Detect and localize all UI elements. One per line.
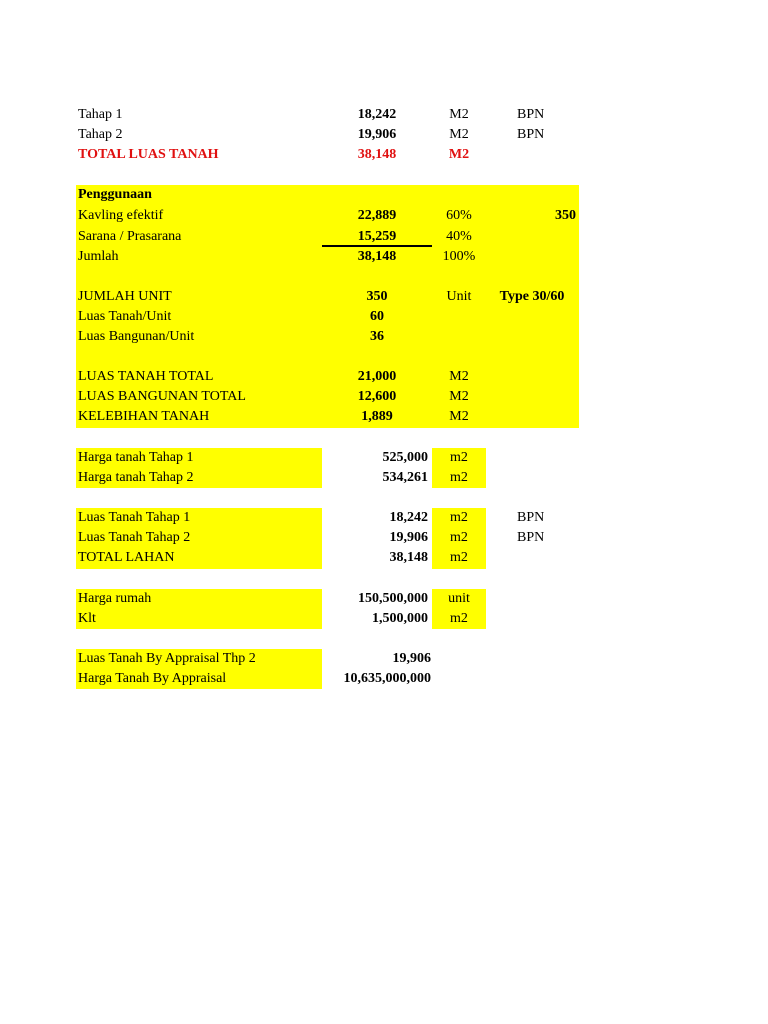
totals-row-kelebihan xyxy=(0,407,768,427)
row-unit: M2 xyxy=(449,369,469,384)
top-row-total-luas-tanah xyxy=(0,145,768,165)
row-label: Sarana / Prasarana xyxy=(78,229,182,244)
row-label: Klt xyxy=(78,611,96,626)
row-unit: m2 xyxy=(450,470,468,485)
row-value: 38,148 xyxy=(389,550,428,565)
row-value: 1,889 xyxy=(361,409,393,424)
row-unit: 100% xyxy=(442,249,476,264)
penggunaan-row-jumlah xyxy=(0,247,768,267)
row-value: 19,906 xyxy=(392,651,431,666)
row-label: Tahap 1 xyxy=(78,107,123,122)
penggunaan-heading-row xyxy=(0,185,768,205)
luas-tahap-row-total xyxy=(0,548,768,568)
penggunaan-row-kavling xyxy=(0,206,768,226)
row-unit: m2 xyxy=(450,611,468,626)
unit-row-luas-bangunan-unit xyxy=(0,327,768,347)
row-label: Kavling efektif xyxy=(78,208,164,223)
row-unit: M2 xyxy=(449,107,469,122)
row-value: 38,148 xyxy=(357,147,397,162)
penggunaan-heading: Penggunaan xyxy=(78,187,152,202)
row-unit: m2 xyxy=(450,550,468,565)
row-label: Luas Tanah By Appraisal Thp 2 xyxy=(78,651,256,666)
row-label: Harga tanah Tahap 1 xyxy=(78,450,194,465)
row-unit: M2 xyxy=(448,147,470,162)
row-label: LUAS TANAH TOTAL xyxy=(78,369,214,384)
harga-tanah-row-1 xyxy=(0,448,768,468)
row-value: 18,242 xyxy=(357,107,397,122)
row-unit: Unit xyxy=(446,289,472,304)
luas-tahap-row-2 xyxy=(0,528,768,548)
row-label: Luas Tanah Tahap 1 xyxy=(78,510,191,525)
row-label: Luas Tanah Tahap 2 xyxy=(78,530,191,545)
row-unit: m2 xyxy=(450,530,468,545)
row-label: JUMLAH UNIT xyxy=(78,289,172,304)
row-value: 60 xyxy=(370,309,384,324)
row-value: 350 xyxy=(366,289,388,304)
row-note: BPN xyxy=(517,107,545,122)
row-label: Luas Tanah/Unit xyxy=(78,309,172,324)
row-label: TOTAL LUAS TANAH xyxy=(78,147,219,162)
unit-row-jumlah-unit xyxy=(0,287,768,307)
row-unit: 60% xyxy=(446,208,472,223)
totals-row-luas-bangunan xyxy=(0,387,768,407)
row-value: 18,242 xyxy=(389,510,428,525)
row-value: 150,500,000 xyxy=(358,591,428,606)
appraisal-row-harga xyxy=(0,669,768,689)
row-note: BPN xyxy=(517,530,545,545)
row-value: 12,600 xyxy=(357,389,397,404)
row-value: 21,000 xyxy=(357,369,397,384)
row-label: TOTAL LAHAN xyxy=(78,550,175,565)
row-value: 534,261 xyxy=(382,470,428,485)
row-unit: m2 xyxy=(450,510,468,525)
row-value: 10,635,000,000 xyxy=(343,671,431,686)
klt-row xyxy=(0,609,768,629)
row-label: Harga tanah Tahap 2 xyxy=(78,470,194,485)
penggunaan-row-sarana xyxy=(0,227,768,247)
row-note: BPN xyxy=(517,127,545,142)
row-value: 38,148 xyxy=(357,249,397,264)
row-label: Luas Bangunan/Unit xyxy=(78,329,195,344)
row-value: 1,500,000 xyxy=(372,611,428,626)
row-label: Harga Tanah By Appraisal xyxy=(78,671,227,686)
row-value: 36 xyxy=(370,329,384,344)
row-unit: 40% xyxy=(446,229,472,244)
harga-rumah-row xyxy=(0,589,768,609)
row-label: Tahap 2 xyxy=(78,127,123,142)
row-value: 19,906 xyxy=(357,127,397,142)
luas-tahap-row-1 xyxy=(0,508,768,528)
top-row-tahap-1 xyxy=(0,105,768,125)
totals-row-luas-tanah xyxy=(0,367,768,387)
row-unit: M2 xyxy=(449,127,469,142)
row-label: Harga rumah xyxy=(78,591,152,606)
harga-tanah-row-2 xyxy=(0,468,768,488)
row-unit: m2 xyxy=(450,450,468,465)
row-unit: unit xyxy=(448,591,470,606)
appraisal-row-luas xyxy=(0,649,768,669)
row-unit: M2 xyxy=(449,389,469,404)
row-label: KELEBIHAN TANAH xyxy=(78,409,210,424)
row-note: BPN xyxy=(517,510,545,525)
row-extra: 350 xyxy=(555,208,576,223)
row-label: Jumlah xyxy=(78,249,119,264)
row-unit: M2 xyxy=(449,409,469,424)
row-type: Type 30/60 xyxy=(499,289,565,304)
row-value: 525,000 xyxy=(382,450,428,465)
row-value: 19,906 xyxy=(389,530,428,545)
row-label: LUAS BANGUNAN TOTAL xyxy=(78,389,246,404)
top-row-tahap-2 xyxy=(0,125,768,145)
unit-row-luas-tanah-unit xyxy=(0,307,768,327)
row-value: 22,889 xyxy=(357,208,397,223)
row-value: 15,259 xyxy=(357,229,397,244)
